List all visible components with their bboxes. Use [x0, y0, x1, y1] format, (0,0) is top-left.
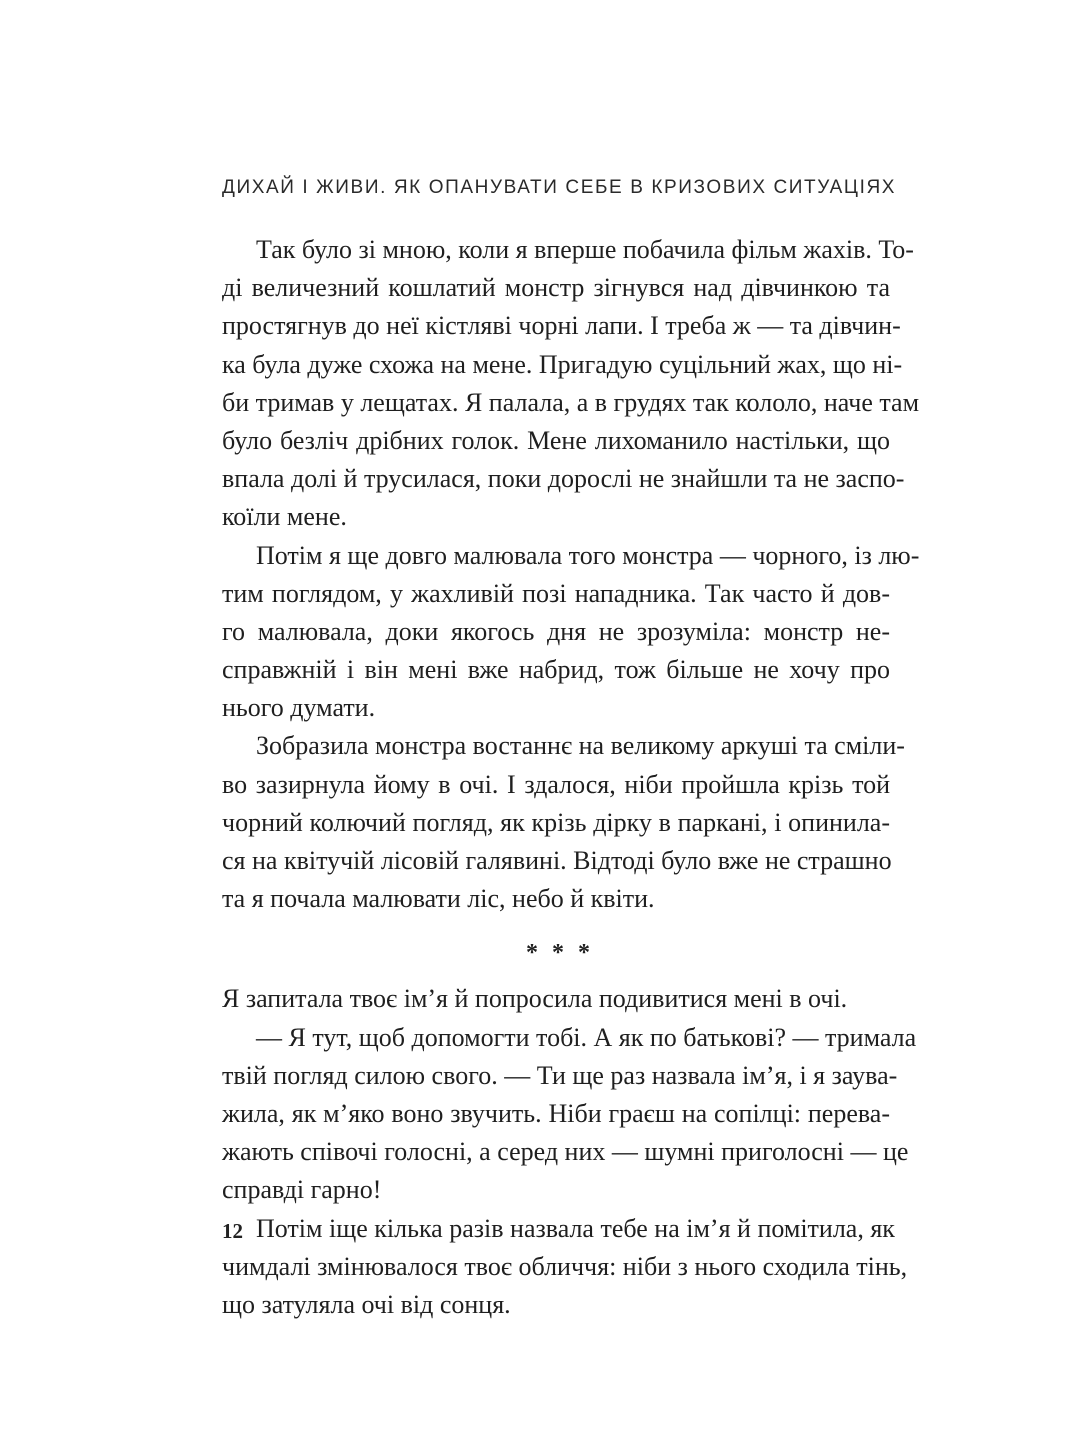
text-line: було безліч дрібних голок. Мене лихоманило настільки, що — [222, 425, 890, 455]
text-line: би тримав у лещатах. Я палала, а в грудях так кололо, наче там — [222, 387, 920, 417]
paragraph — [222, 231, 920, 537]
text-line: Потім іще кілька разів назвала тебе на ім’я й помітила, як — [256, 1213, 895, 1243]
text-line: Так було зі мною, коли я вперше побачила фільм жахів. То- — [256, 235, 914, 264]
text-line: справді гарно! — [222, 1175, 382, 1205]
paragraph — [222, 537, 920, 728]
text-line: Я запитала твоє ім’я й попросила подивитися мені в очі. — [222, 984, 848, 1014]
text-line: го малювала, доки якогось дня не зрозуміла: монстр не- — [222, 616, 890, 646]
paragraph — [222, 1210, 908, 1325]
text-line: твій погляд силою свого. — Ти ще раз назвала ім’я, і я заува- — [222, 1060, 898, 1090]
text-line: — Я тут, щоб допомогти тобі. А як по батькові? — тримала — [256, 1022, 917, 1052]
text-line: справжній і він мені вже набрид, тож більше не хочу про — [222, 655, 890, 685]
body-text — [222, 231, 920, 1324]
text-line: ся на квітучій лісовій галявині. Відтоді було вже не страшно — [222, 846, 892, 875]
text-line: чимдалі змінювалося твоє обличчя: ніби з нього сходила тінь, — [222, 1251, 908, 1281]
text-line: впала долі й трусилася, поки дорослі не знайшли та не заспо- — [222, 464, 905, 494]
text-line: простягнув до неї кістляві чорні лапи. І треба ж — та дівчин- — [222, 311, 901, 341]
text-line: ді величезний кошлатий монстр зігнувся над дівчинкою та — [222, 273, 890, 303]
section-separator: * * * — [526, 940, 594, 967]
text-line: жила, як м’яко воно звучить. Ніби граєш на сопілці: перева- — [222, 1098, 890, 1128]
text-line: та я почала малювати ліс, небо й квіти. — [222, 884, 655, 914]
text-line: Потім я ще довго малювала того монстра — чорного, із лю- — [256, 540, 920, 570]
text-line: коїли мене. — [222, 502, 347, 532]
text-line: ка була дуже схожа на мене. Пригадую суцільний жах, що ні- — [222, 349, 903, 379]
running-head: ДИХАЙ І ЖИВИ. ЯК ОПАНУВАТИ СЕБЕ В КРИЗОВИХ СИТУАЦІЯХ — [222, 177, 897, 198]
paragraph — [222, 980, 890, 1018]
text-line: жають співочі голосні, а серед них — шумні приголосні — це — [222, 1137, 909, 1167]
text-line: чорний колючий погляд, як крізь дірку в паркані, і опинила- — [222, 807, 890, 837]
text-line: що затуляла очі від сонця. — [222, 1289, 511, 1319]
text-line: нього думати. — [222, 693, 376, 723]
paragraph — [222, 727, 905, 918]
paragraph — [222, 1019, 917, 1210]
text-line: во зазирнула йому в очі. І здалося, ніби пройшла крізь той — [222, 769, 890, 799]
text-line: тим поглядом, у жахливій позі нападника. Так часто й дов- — [222, 578, 890, 608]
text-line: Зобразила монстра востаннє на великому аркуші та сміли- — [256, 731, 905, 761]
page-number: 12 — [222, 1219, 243, 1243]
